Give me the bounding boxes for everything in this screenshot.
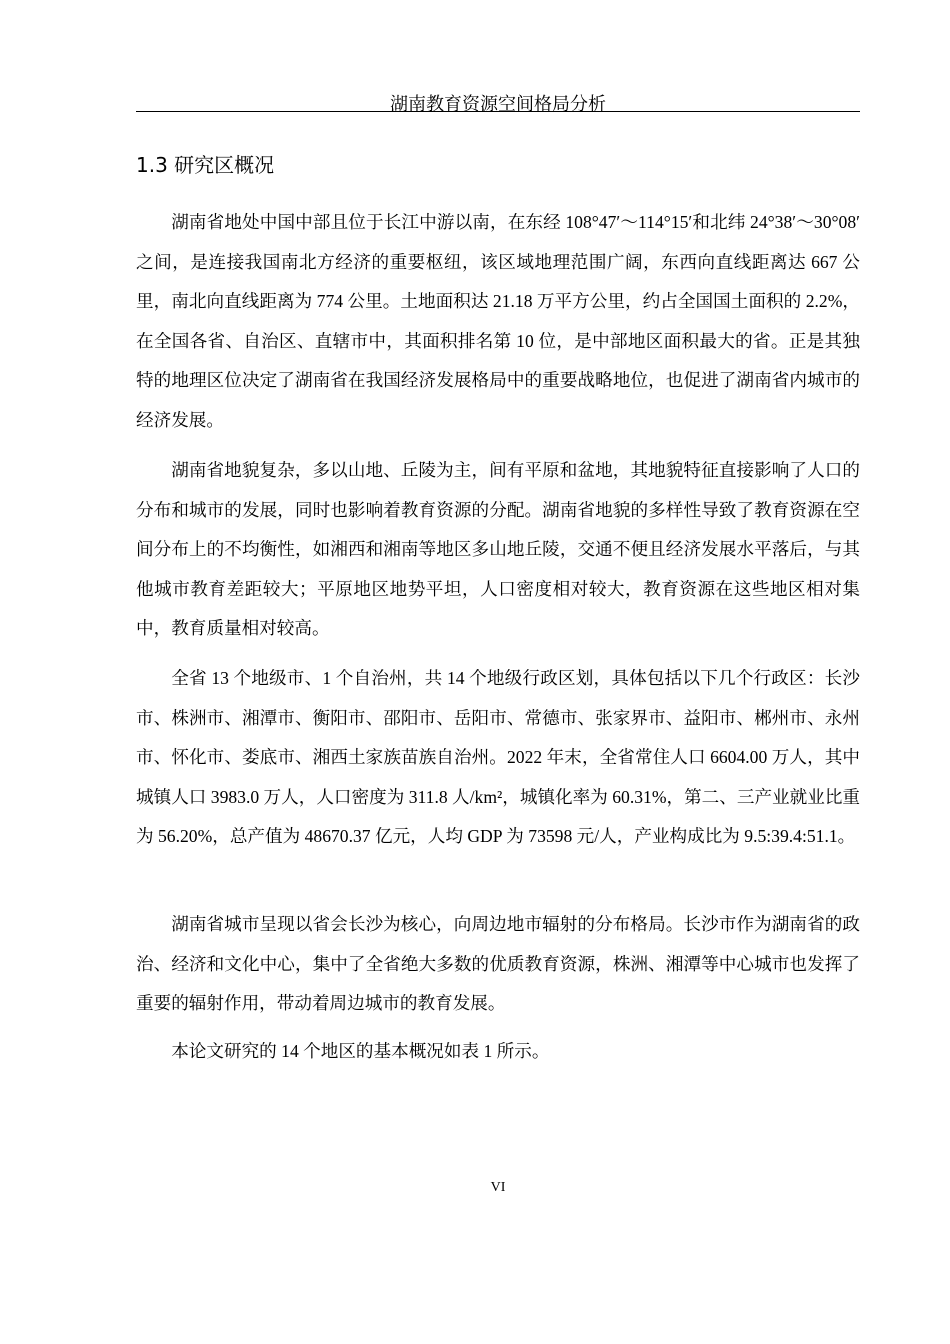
- section-heading: 1.3 研究区概况: [136, 153, 275, 177]
- running-header: 湖南教育资源空间格局分析: [390, 94, 606, 114]
- paragraph-urban-pattern: 湖南省城市呈现以省会长沙为核心，向周边地市辐射的分布格局。长沙市作为湖南省的政治、经济和文化中心，集中了全省绝大多数的优质教育资源，株洲、湘潭等中心城市也发挥了重要的辐射作用，带动着周边城市的教育发展。: [136, 914, 860, 1014]
- paragraph-table-reference: 本论文研究的 14 个地区的基本概况如表 1 所示。: [171, 1041, 550, 1061]
- paragraph-administration: 全省 13 个地级市、1 个自治州，共 14 个地级行政区划，具体包括以下几个行政区：长沙市、株洲市、湘潭市、衡阳市、邵阳市、岳阳市、常德市、张家界市、益阳市、郴州市、永州市、怀化市、娄底市、湘西土家族苗族自治州。2022 年末，全省常住人口 6604.00 万人，其中城镇人口 3983.0 万人，人口密度为 311.8 人/km²，城镇化率为 60.31%，第二、三产业就业比重为 56.20%，总产值为 48670.37 亿元，人均 GDP 为 73598 元/人，产业构成比为 9.5:39.4:51.1。: [136, 668, 861, 847]
- paragraph-location: 湖南省地处中国中部且位于长江中游以南，在东经 108°47′～114°15′和北纬 24°38′～30°08′之间，是连接我国南北方经济的重要枢纽，该区域地理范围广阔，东西向直线距离达 667 公里，南北向直线距离为 774 公里。土地面积达 21.18 万平方公里，约占全国国土面积的 2.2%，在全国各省、自治区、直辖市中，其面积排名第 10 位，是中部地区面积最大的省。正是其独特的地理区位决定了湖南省在我国经济发展格局中的重要战略地位，也促进了湖南省内城市的经济发展。: [136, 212, 860, 430]
- page-number: VI: [490, 1180, 506, 1195]
- header-divider: [136, 111, 860, 112]
- paragraph-terrain: 湖南省地貌复杂，多以山地、丘陵为主，间有平原和盆地，其地貌特征直接影响了人口的分布和城市的发展，同时也影响着教育资源的分配。湖南省地貌的多样性导致了教育资源在空间分布上的不均衡性，如湘西和湘南等地区多山地丘陵，交通不便且经济发展水平落后，与其他城市教育差距较大；平原地区地势平坦，人口密度相对较大，教育资源在这些地区相对集中，教育质量相对较高。: [136, 460, 860, 639]
